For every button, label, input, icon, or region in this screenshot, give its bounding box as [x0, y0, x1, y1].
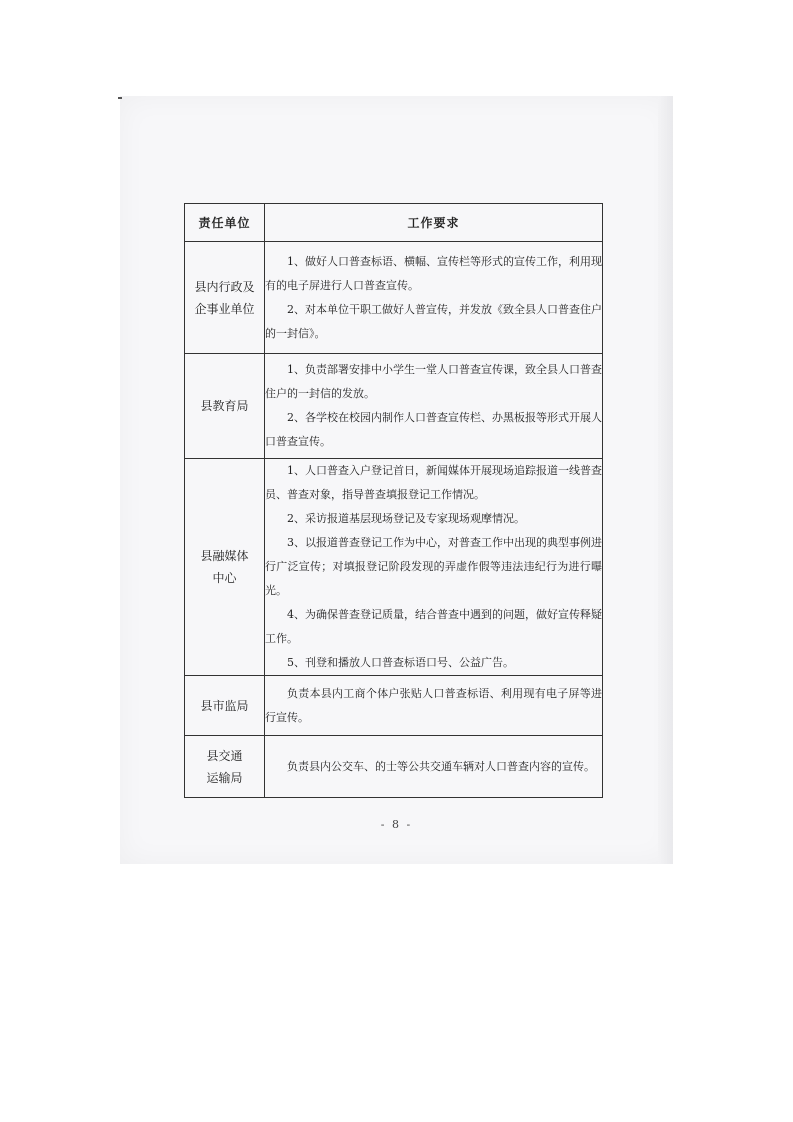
requirement-item: 负责本县内工商个体户张贴人口普查标语、利用现有电子屏等进行宣传。	[265, 686, 602, 724]
unit-cell	[185, 736, 265, 798]
page-number: - 8 -	[380, 818, 413, 831]
unit-cell	[185, 459, 265, 676]
requirement-cell	[265, 736, 603, 798]
requirement-cell	[265, 459, 603, 676]
table-row	[185, 676, 603, 736]
requirement-cell	[265, 354, 603, 459]
page-edge-shadow	[658, 96, 673, 864]
requirement-item: 1、人口普查入户登记首日，新闻媒体开展现场追踪报道一线普查员、普查对象，指导普查填报登记工作情况。	[265, 464, 602, 501]
table-row	[185, 736, 603, 798]
unit-cell	[185, 354, 265, 459]
requirement-item: 3、以报道普查登记工作为中心，对普查工作中出现的典型事例进行广泛宣传；对填报登记阶段发现的弄虚作假等违法违纪行为进行曝光。	[265, 536, 602, 597]
unit-name: 县内行政及企事业单位	[194, 279, 255, 316]
table-row	[185, 459, 603, 676]
requirement-item: 4、为确保普查登记质量，结合普查中遇到的问题，做好宣传释疑工作。	[265, 608, 602, 645]
requirement-cell	[265, 242, 603, 354]
requirement-item: 2、采访报道基层现场登记及专家现场观摩情况。	[287, 512, 525, 525]
header-requirement: 工作要求	[265, 204, 603, 242]
table-header-row	[185, 204, 603, 242]
requirement-item: 1、做好人口普查标语、横幅、宣传栏等形式的宣传工作，利用现有的电子屏进行人口普查宣传。	[265, 254, 602, 292]
table-row	[185, 242, 603, 354]
unit-name: 县市监局	[200, 698, 249, 713]
requirement-item: 2、各学校在校园内制作人口普查宣传栏、办黑板报等形式开展人口普查宣传。	[265, 411, 602, 448]
unit-cell	[185, 676, 265, 736]
requirement-item: 负责县内公交车、的士等公共交通车辆对人口普查内容的宣传。	[287, 759, 595, 773]
header-unit: 责任单位	[185, 204, 265, 242]
scan-mark	[118, 97, 122, 99]
unit-cell	[185, 242, 265, 354]
unit-name: 县交通运输局	[206, 748, 243, 785]
requirement-cell	[265, 676, 603, 736]
requirements-table	[184, 203, 603, 798]
unit-name: 县教育局	[200, 399, 249, 413]
unit-name: 县融媒体中心	[200, 549, 249, 585]
requirement-item: 1、负责部署安排中小学生一堂人口普查宣传课，致全县人口普查住户的一封信的发放。	[265, 363, 602, 400]
requirement-item: 5、刊登和播放人口普查标语口号、公益广告。	[287, 656, 514, 669]
requirement-item: 2、对本单位干职工做好人普宣传，并发放《致全县人口普查住户的一封信》。	[265, 302, 602, 340]
table-row	[185, 354, 603, 459]
